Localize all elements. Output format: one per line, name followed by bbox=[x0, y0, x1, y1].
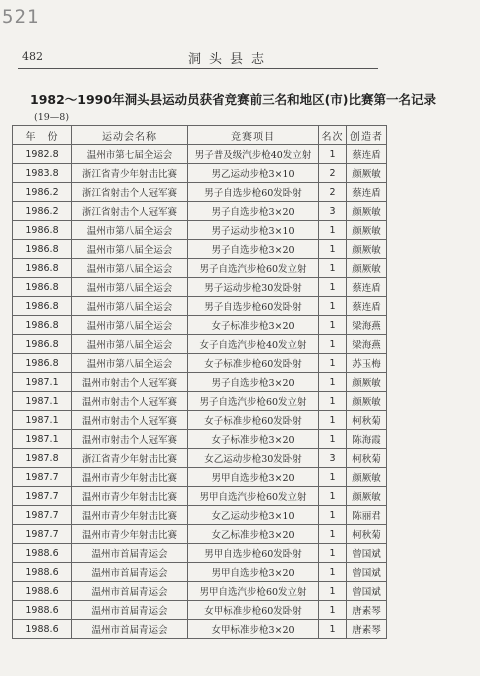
table-row bbox=[13, 506, 387, 525]
athlete-cell: 柯秋菊 bbox=[347, 411, 387, 430]
year-cell: 1988.6 bbox=[13, 582, 72, 601]
corner-page-mark: 521 bbox=[2, 6, 40, 28]
competition-item-cell: 男甲自选汽步枪60发立射 bbox=[188, 582, 319, 601]
rank-cell: 1 bbox=[319, 506, 347, 525]
table-row bbox=[13, 468, 387, 487]
athlete-cell: 陈丽君 bbox=[347, 506, 387, 525]
table-row bbox=[13, 240, 387, 259]
event-name-cell: 温州市第八届全运会 bbox=[72, 297, 188, 316]
rank-cell: 1 bbox=[319, 468, 347, 487]
header-rule bbox=[18, 68, 378, 69]
competition-item-cell: 女乙运动步枪30发卧射 bbox=[188, 449, 319, 468]
table-row bbox=[13, 430, 387, 449]
year-cell: 1986.8 bbox=[13, 240, 72, 259]
year-cell: 1986.8 bbox=[13, 259, 72, 278]
header-rank: 名次 bbox=[319, 126, 347, 145]
competition-item-cell: 男子自选步枪3×20 bbox=[188, 373, 319, 392]
rank-cell: 3 bbox=[319, 449, 347, 468]
year-cell: 1987.1 bbox=[13, 411, 72, 430]
running-head: 洞头县志 bbox=[187, 52, 272, 67]
year-cell: 1986.8 bbox=[13, 297, 72, 316]
year-cell: 1987.1 bbox=[13, 373, 72, 392]
year-cell: 1988.6 bbox=[13, 563, 72, 582]
event-name-cell: 温州市青少年射击比赛 bbox=[72, 525, 188, 544]
rank-cell: 1 bbox=[319, 487, 347, 506]
event-name-cell: 温州市第八届全运会 bbox=[72, 240, 188, 259]
header-athlete: 创造者 bbox=[347, 126, 387, 145]
rank-cell: 1 bbox=[319, 525, 347, 544]
competition-item-cell: 女子自选汽步枪40发立射 bbox=[188, 335, 319, 354]
competition-item-cell: 女乙标准步枪3×20 bbox=[188, 525, 319, 544]
year-cell: 1987.7 bbox=[13, 506, 72, 525]
athlete-cell: 颜厥敏 bbox=[347, 202, 387, 221]
competition-item-cell: 男子自选汽步枪60发立射 bbox=[188, 259, 319, 278]
competition-item-cell: 男子自选汽步枪60发立射 bbox=[188, 392, 319, 411]
table-row bbox=[13, 202, 387, 221]
year-cell: 1987.7 bbox=[13, 468, 72, 487]
athlete-cell: 曾国斌 bbox=[347, 582, 387, 601]
competition-item-cell: 男甲自选步枪3×20 bbox=[188, 563, 319, 582]
competition-item-cell: 男子自选步枪3×20 bbox=[188, 240, 319, 259]
athlete-cell: 蔡连盾 bbox=[347, 278, 387, 297]
year-cell: 1987.1 bbox=[13, 430, 72, 449]
table-row bbox=[13, 221, 387, 240]
event-name-cell: 温州市射击个人冠军赛 bbox=[72, 430, 188, 449]
competition-item-cell: 女乙运动步枪3×10 bbox=[188, 506, 319, 525]
competition-item-cell: 男子运动步枪3×10 bbox=[188, 221, 319, 240]
page-number: 482 bbox=[22, 50, 43, 63]
athlete-cell: 蔡连盾 bbox=[347, 145, 387, 164]
year-cell: 1986.8 bbox=[13, 354, 72, 373]
rank-cell: 2 bbox=[319, 183, 347, 202]
event-name-cell: 温州市首届青运会 bbox=[72, 601, 188, 620]
table-row bbox=[13, 544, 387, 563]
athlete-cell: 曾国斌 bbox=[347, 563, 387, 582]
table-row bbox=[13, 373, 387, 392]
year-cell: 1986.8 bbox=[13, 221, 72, 240]
competition-item-cell: 男子普及级汽步枪40发立射 bbox=[188, 145, 319, 164]
year-cell: 1988.6 bbox=[13, 620, 72, 639]
rank-cell: 1 bbox=[319, 582, 347, 601]
year-cell: 1987.8 bbox=[13, 449, 72, 468]
year-cell: 1982.8 bbox=[13, 145, 72, 164]
table-row bbox=[13, 620, 387, 639]
competition-item-cell: 男子运动步枪30发卧射 bbox=[188, 278, 319, 297]
header-row bbox=[13, 126, 387, 145]
rank-cell: 1 bbox=[319, 620, 347, 639]
table-row bbox=[13, 183, 387, 202]
rank-cell: 1 bbox=[319, 316, 347, 335]
athlete-cell: 曾国斌 bbox=[347, 544, 387, 563]
competition-item-cell: 女子标准步枪3×20 bbox=[188, 316, 319, 335]
competition-item-cell: 男子自选步枪60发卧射 bbox=[188, 297, 319, 316]
rank-cell: 1 bbox=[319, 145, 347, 164]
rank-cell: 2 bbox=[319, 164, 347, 183]
athlete-cell: 梁海燕 bbox=[347, 335, 387, 354]
rank-cell: 1 bbox=[319, 563, 347, 582]
event-name-cell: 温州市首届青运会 bbox=[72, 563, 188, 582]
year-cell: 1987.1 bbox=[13, 392, 72, 411]
athlete-cell: 颜厥敏 bbox=[347, 240, 387, 259]
event-name-cell: 温州市射击个人冠军赛 bbox=[72, 373, 188, 392]
event-name-cell: 温州市青少年射击比赛 bbox=[72, 506, 188, 525]
year-cell: 1986.8 bbox=[13, 316, 72, 335]
competition-item-cell: 男甲自选步枪60发卧射 bbox=[188, 544, 319, 563]
athlete-cell: 蔡连盾 bbox=[347, 183, 387, 202]
rank-cell: 1 bbox=[319, 221, 347, 240]
year-cell: 1988.6 bbox=[13, 601, 72, 620]
year-cell: 1988.6 bbox=[13, 544, 72, 563]
athlete-cell: 颜厥敏 bbox=[347, 392, 387, 411]
rank-cell: 1 bbox=[319, 240, 347, 259]
competition-item-cell: 男子自选步枪60发卧射 bbox=[188, 183, 319, 202]
year-cell: 1986.2 bbox=[13, 202, 72, 221]
records-table bbox=[12, 125, 387, 639]
rank-cell: 1 bbox=[319, 411, 347, 430]
year-cell: 1986.8 bbox=[13, 278, 72, 297]
event-name-cell: 温州市首届青运会 bbox=[72, 582, 188, 601]
athlete-cell: 颜厥敏 bbox=[347, 164, 387, 183]
event-name-cell: 温州市第八届全运会 bbox=[72, 316, 188, 335]
rank-cell: 3 bbox=[319, 202, 347, 221]
competition-item-cell: 男甲自选步枪3×20 bbox=[188, 468, 319, 487]
athlete-cell: 颜厥敏 bbox=[347, 468, 387, 487]
table-row bbox=[13, 278, 387, 297]
athlete-cell: 颜厥敏 bbox=[347, 259, 387, 278]
event-name-cell: 温州市首届青运会 bbox=[72, 620, 188, 639]
rank-cell: 1 bbox=[319, 373, 347, 392]
table-row bbox=[13, 449, 387, 468]
year-cell: 1986.8 bbox=[13, 335, 72, 354]
competition-item-cell: 男甲自选汽步枪60发立射 bbox=[188, 487, 319, 506]
table-row bbox=[13, 601, 387, 620]
table-title: 1982～1990年洞头县运动员获省竞赛前三名和地区(市)比赛第一名记录 bbox=[30, 92, 437, 107]
rank-cell: 1 bbox=[319, 335, 347, 354]
competition-item-cell: 女甲标准步枪3×20 bbox=[188, 620, 319, 639]
athlete-cell: 陈海霞 bbox=[347, 430, 387, 449]
rank-cell: 1 bbox=[319, 601, 347, 620]
table-row bbox=[13, 335, 387, 354]
table-row bbox=[13, 297, 387, 316]
event-name-cell: 温州市第七届全运会 bbox=[72, 145, 188, 164]
header-competition-item: 竞赛项目 bbox=[188, 126, 319, 145]
rank-cell: 1 bbox=[319, 392, 347, 411]
table-row bbox=[13, 145, 387, 164]
header-event-name: 运动会名称 bbox=[72, 126, 188, 145]
year-cell: 1983.8 bbox=[13, 164, 72, 183]
athlete-cell: 苏玉梅 bbox=[347, 354, 387, 373]
athlete-cell: 颜厥敏 bbox=[347, 221, 387, 240]
athlete-cell: 梁海燕 bbox=[347, 316, 387, 335]
athlete-cell: 柯秋菊 bbox=[347, 449, 387, 468]
table-row bbox=[13, 582, 387, 601]
year-cell: 1987.7 bbox=[13, 525, 72, 544]
competition-item-cell: 女子标准步枪60发卧射 bbox=[188, 354, 319, 373]
athlete-cell: 唐素琴 bbox=[347, 601, 387, 620]
event-name-cell: 温州市射击个人冠军赛 bbox=[72, 392, 188, 411]
rank-cell: 1 bbox=[319, 278, 347, 297]
competition-item-cell: 女子标准步枪60发卧射 bbox=[188, 411, 319, 430]
table-row bbox=[13, 487, 387, 506]
competition-item-cell: 女甲标准步枪60发卧射 bbox=[188, 601, 319, 620]
table-row bbox=[13, 411, 387, 430]
rank-cell: 1 bbox=[319, 354, 347, 373]
year-cell: 1986.2 bbox=[13, 183, 72, 202]
event-name-cell: 温州市第八届全运会 bbox=[72, 259, 188, 278]
athlete-cell: 唐素琴 bbox=[347, 620, 387, 639]
table-row bbox=[13, 354, 387, 373]
year-cell: 1987.7 bbox=[13, 487, 72, 506]
event-name-cell: 温州市青少年射击比赛 bbox=[72, 468, 188, 487]
event-name-cell: 温州市第八届全运会 bbox=[72, 278, 188, 297]
event-name-cell: 温州市第八届全运会 bbox=[72, 335, 188, 354]
event-name-cell: 浙江省青少年射击比赛 bbox=[72, 449, 188, 468]
athlete-cell: 颜厥敏 bbox=[347, 373, 387, 392]
competition-item-cell: 男乙运动步枪3×10 bbox=[188, 164, 319, 183]
athlete-cell: 颜厥敏 bbox=[347, 487, 387, 506]
rank-cell: 1 bbox=[319, 544, 347, 563]
rank-cell: 1 bbox=[319, 430, 347, 449]
event-name-cell: 浙江省青少年射击比赛 bbox=[72, 164, 188, 183]
table-number: (19—8) bbox=[34, 112, 70, 123]
athlete-cell: 柯秋菊 bbox=[347, 525, 387, 544]
athlete-cell: 蔡连盾 bbox=[347, 297, 387, 316]
table-body bbox=[13, 145, 387, 639]
event-name-cell: 温州市第八届全运会 bbox=[72, 221, 188, 240]
event-name-cell: 浙江省射击个人冠军赛 bbox=[72, 202, 188, 221]
event-name-cell: 浙江省射击个人冠军赛 bbox=[72, 183, 188, 202]
table-row bbox=[13, 525, 387, 544]
table-row bbox=[13, 164, 387, 183]
rank-cell: 1 bbox=[319, 297, 347, 316]
rank-cell: 1 bbox=[319, 259, 347, 278]
table-row bbox=[13, 392, 387, 411]
competition-item-cell: 男子自选步枪3×20 bbox=[188, 202, 319, 221]
competition-item-cell: 女子标准步枪3×20 bbox=[188, 430, 319, 449]
event-name-cell: 温州市青少年射击比赛 bbox=[72, 487, 188, 506]
table-row bbox=[13, 259, 387, 278]
event-name-cell: 温州市第八届全运会 bbox=[72, 354, 188, 373]
event-name-cell: 温州市首届青运会 bbox=[72, 544, 188, 563]
table-row bbox=[13, 316, 387, 335]
table-row bbox=[13, 563, 387, 582]
event-name-cell: 温州市射击个人冠军赛 bbox=[72, 411, 188, 430]
header-year: 年 份 bbox=[13, 126, 72, 145]
